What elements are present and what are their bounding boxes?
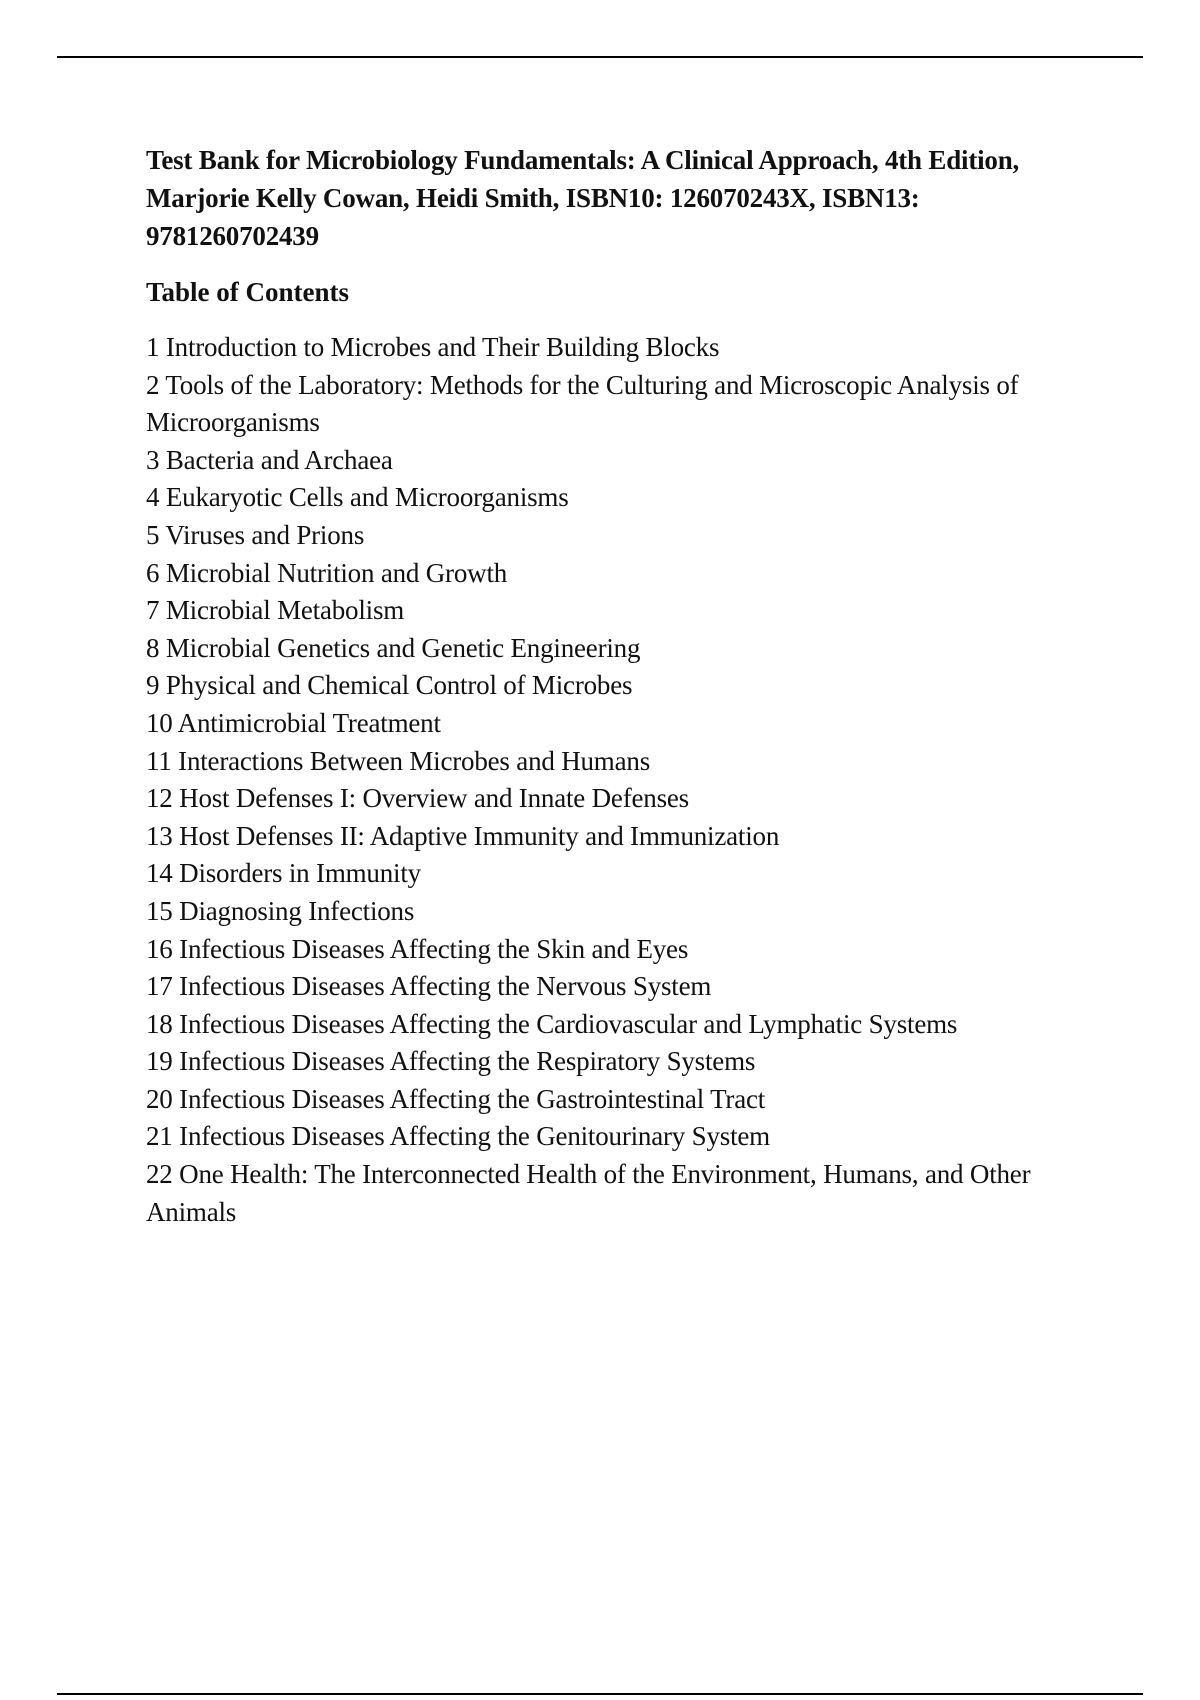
page-content xyxy=(146,141,1086,1231)
toc-item-17: 17 Infectious Diseases Affecting the Nervous System xyxy=(146,971,712,1002)
toc-item-4: 4 Eukaryotic Cells and Microorganisms xyxy=(146,482,569,513)
top-rule xyxy=(57,56,1143,58)
toc-item-12: 12 Host Defenses I: Overview and Innate Defenses xyxy=(146,783,689,814)
toc-item-14: 14 Disorders in Immunity xyxy=(146,858,421,889)
toc-item-2: 2 Tools of the Laboratory: Methods for the Culturing and Microscopic Analysis of Microorganisms xyxy=(146,369,1019,438)
toc-item-22: 22 One Health: The Interconnected Health of the Environment, Humans, and Other Animals xyxy=(146,1159,1031,1227)
toc-list xyxy=(146,329,1086,1231)
toc-item-21: 21 Infectious Diseases Affecting the Genitourinary System xyxy=(146,1121,770,1152)
toc-item-9: 9 Physical and Chemical Control of Microbes xyxy=(146,670,633,701)
toc-item-6: 6 Microbial Nutrition and Growth xyxy=(146,557,508,588)
toc-item-19: 19 Infectious Diseases Affecting the Respiratory Systems xyxy=(146,1046,756,1077)
toc-item-20: 20 Infectious Diseases Affecting the Gastrointestinal Tract xyxy=(146,1083,766,1114)
toc-item-7: 7 Microbial Metabolism xyxy=(146,595,405,626)
document-title: Test Bank for Microbiology Fundamentals: A Clinical Approach, 4th Edition, Marjorie Kelly Cowan, Heidi Smith, ISBN10: 126070243X, ISBN13: 9781260702439 xyxy=(146,145,1020,251)
toc-item-18: 18 Infectious Diseases Affecting the Cardiovascular and Lymphatic Systems xyxy=(146,1008,958,1039)
toc-item-5: 5 Viruses and Prions xyxy=(146,519,365,550)
toc-item-15: 15 Diagnosing Infections xyxy=(146,895,415,926)
toc-item-8: 8 Microbial Genetics and Genetic Engineering xyxy=(146,632,641,663)
toc-heading: Table of Contents xyxy=(146,277,350,307)
toc-item-13: 13 Host Defenses II: Adaptive Immunity and Immunization xyxy=(146,820,780,851)
toc-item-16: 16 Infectious Diseases Affecting the Skin and Eyes xyxy=(146,933,689,964)
toc-item-10: 10 Antimicrobial Treatment xyxy=(146,707,441,738)
bottom-rule xyxy=(57,1693,1143,1695)
toc-item-3: 3 Bacteria and Archaea xyxy=(146,444,393,475)
toc-item-11: 11 Interactions Between Microbes and Humans xyxy=(146,745,651,776)
toc-item-1: 1 Introduction to Microbes and Their Building Blocks xyxy=(146,332,720,362)
